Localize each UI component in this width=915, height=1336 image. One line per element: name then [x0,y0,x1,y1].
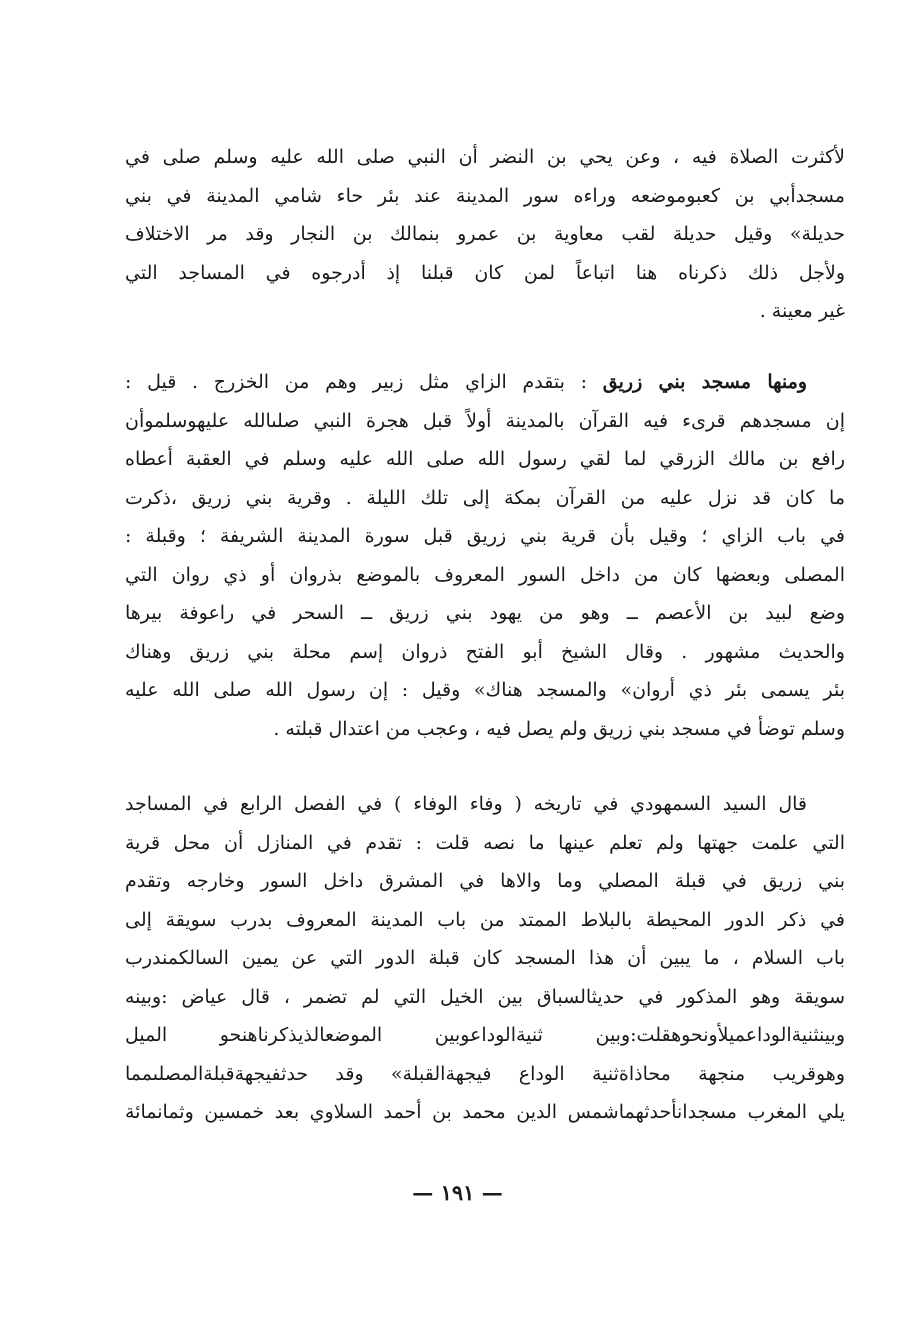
text-line: بني زريق في قبلة المصلي وما والاها في المشرق داخل السور وخارجه وتقدم [125,870,845,892]
text-line: التي علمت جهتها ولم تعلم عينها ما نصه قلت : تقدم في المنازل أن محل قرية [125,831,845,854]
text-line: سويقة وهو المذكور في حديثالسباق بين الخيل التي لم تضمر ، قال عياض :وبينه [125,985,845,1008]
text-line-first [125,363,845,402]
text-line: غير معينة . [759,300,845,322]
paragraph-1 [125,138,845,331]
text-line: وسلم توضأ في مسجد بني زريق ولم يصل فيه ، وعجب من اعتدال قبلته . [273,717,845,740]
heading-rest: : بتقدم الزاي مثل زبير وهم من الخزرج . قيل : [125,371,603,393]
text-line: في باب الزاي ؛ وقيل بأن قرية بني زريق قبل سورة المدينة الشريفة ؛ وقبلة : [125,525,845,547]
paragraph-3 [125,785,845,1132]
text-line: إن مسجدهم قرىء فيه القرآن بالمدينة أولاً قبل هجرة النبي صلىالله عليهوسلموأن [125,409,845,432]
page-number: — ١٩١ — [412,1180,503,1205]
text-line: وهوقريب منجهة محاذاةثنية الوداع فيجهةالقبلة» وقد حدثفيجهةقبلةالمصلىمما [125,1062,845,1085]
text-line: المصلى وبعضها كان من داخل السور المعروف بالموضع بذروان أو ذي روان التي [125,563,845,586]
text-line: وضع لبيد بن الأعصم ــ وهو من يهود بني زريق ــ السحر في راعوفة بيرها [125,602,845,624]
text-line: باب السلام ، ما يبين أن هذا المسجد كان قبلة الدور التي عن يمين السالكمندرب [125,947,845,969]
section-heading: ومنها مسجد بني زريق [602,371,807,393]
text-line: رافع بن مالك الزرقي لما لقي رسول الله صلى الله عليه وسلم في العقبة أعطاه [125,448,845,470]
text-line: والحديث مشهور . وقال الشيخ أبو الفتح ذروان إسم محلة بني زريق وهناك [125,640,845,663]
text-line: في ذكر الدور المحيطة بالبلاط الممتد من باب المدينة المعروف بدرب سويقة إلى [125,908,845,931]
text-line: حديلة» وقيل حديلة لقب معاوية بن عمرو بنمالك بن النجار وقد مر الاختلاف [125,223,845,245]
text-line: وبينثنيةالوداعميلأونحوهقلت:وبين ثنيةالوداعوبين الموضعالذيذكرناهنحو الميل [125,1024,845,1046]
text-line: مسجدأبي بن كعبوموضعه وراءه سور المدينة عند بئر حاء شامي المدينة في بني [125,184,845,207]
text-line: ولأجل ذلك ذكرناه هنا اتباعاً لمن كان قبلنا إذ أدرجوه في المساجد التي [125,261,845,284]
text-line: قال السيد السمهودي في تاريخه ( وفاء الوفاء ) في الفصل الرابع في المساجد [125,793,807,815]
text-line: ما كان قد نزل عليه من القرآن بمكة إلى تلك الليلة . وقرية بني زريق ،ذكرت [125,486,845,509]
text-line: بئر يسمى بئر ذي أروان» والمسجد هناك» وقيل : إن رسول الله صلى الله عليه [125,679,845,701]
text-line: لأكثرت الصلاة فيه ، وعن يحي بن النضر أن النبي صلى الله عليه وسلم صلى في [125,146,845,168]
text-line: يلي المغرب مسجدانأحدثهماشمس الدين محمد بن أحمد السلاوي بعد خمسين وثمانمائة [125,1101,845,1123]
paragraph-2 [125,363,845,748]
